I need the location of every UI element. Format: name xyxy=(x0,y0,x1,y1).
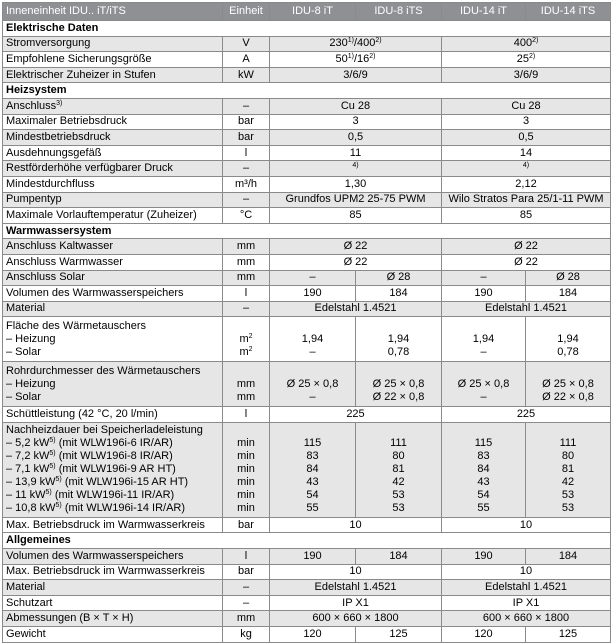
cell-idu-8-it: 190 xyxy=(270,286,356,302)
label-text: – 11 $kW^{5)}$ (mit WLW196i-11 IR/AR) xyxy=(6,489,175,502)
row-unit: bar xyxy=(223,517,270,533)
row-value-idu8: IP X1 xyxy=(270,595,442,611)
value-part: /400 xyxy=(353,37,376,50)
row-value-idu14: 225 xyxy=(442,407,611,423)
row-label: Maximale Vorlauftemperatur (Zuheizer) xyxy=(3,208,223,224)
section-row-electrical xyxy=(3,21,611,37)
table-row xyxy=(3,36,611,52)
row-value-idu8: Edelstahl 1.4521 xyxy=(270,580,442,596)
row-value-idu14: Cu 28 xyxy=(442,98,611,114)
label-text: – Solar xyxy=(6,345,41,358)
label-text: – 5,2 $kW^{5)}$ (mit WLW196i-6 IR/AR) xyxy=(6,437,173,450)
cell-idu-14-its: 184 xyxy=(526,549,611,565)
section-title-heating: Heizsystem xyxy=(3,83,611,99)
row-label: Volumen des Warmwasserspeichers xyxy=(3,549,223,565)
label-text: Rohrdurchmesser des Wärmetauschers xyxy=(6,364,201,377)
row-label: Mindestbetriebsdruck xyxy=(3,130,223,146)
row-unit: A xyxy=(223,52,270,68)
technical-data-table xyxy=(2,2,611,643)
section-title-hot-water: Warmwassersystem xyxy=(3,223,611,239)
label-text: – Heizung xyxy=(6,377,56,390)
cell-idu-14-it: Ø 25 × 0,8 – xyxy=(442,362,526,407)
label-text: – Solar xyxy=(6,390,41,403)
value-part: 25 xyxy=(516,52,529,65)
row-value-idu14: Ø 22 xyxy=(442,254,611,270)
cell-idu-14-it: 120 xyxy=(442,627,526,643)
row-value-idu14 xyxy=(442,36,611,52)
row-unit xyxy=(223,362,270,407)
cell-idu-8-it: Ø 25 × 0,8 – xyxy=(270,362,356,407)
cell-idu-8-its: 125 xyxy=(356,627,442,643)
value-part: /16 xyxy=(353,52,370,65)
cell-idu-8-its: Ø 25 × 0,8 Ø 22 × 0,8 xyxy=(356,362,442,407)
row-label: Max. Betriebsdruck im Warmwasserkreis xyxy=(3,517,223,533)
row-value-idu8 xyxy=(270,36,442,52)
row-unit xyxy=(223,317,270,362)
unit-text: mm xyxy=(236,390,256,403)
row-label: Material xyxy=(3,580,223,596)
row-label xyxy=(3,362,223,407)
row-unit: V xyxy=(223,36,270,52)
table-row-multiline xyxy=(3,362,611,407)
row-unit: l xyxy=(223,549,270,565)
row-value-idu8: 3 xyxy=(270,114,442,130)
table-row xyxy=(3,52,611,68)
cell-idu-14-it: 1,94 – xyxy=(442,317,526,362)
header-unit: Einheit xyxy=(223,3,270,21)
cell-idu-14-it: 190 xyxy=(442,549,526,565)
header-idu-8-its: IDU-8 iTS xyxy=(356,3,442,21)
row-unit: – xyxy=(223,98,270,114)
row-value-idu14 xyxy=(442,161,611,177)
cell-idu-14-its: Ø 28 xyxy=(526,270,611,286)
row-value-idu8 xyxy=(270,52,442,68)
table-row xyxy=(3,549,611,565)
unit-sup: 2 xyxy=(248,332,253,340)
row-value-idu8: 600 × 660 × 1800 xyxy=(270,611,442,627)
row-unit: – xyxy=(223,192,270,208)
row-value-idu8: 1,30 xyxy=(270,176,442,192)
row-value-idu8 xyxy=(270,161,442,177)
table-row xyxy=(3,286,611,302)
row-value-idu14: 3/6/9 xyxy=(442,67,611,83)
footnote-ref: 1) xyxy=(347,37,354,45)
cell-idu-8-its: 184 xyxy=(356,549,442,565)
row-value-idu8: 11 xyxy=(270,145,442,161)
table-row xyxy=(3,301,611,317)
unit-text: m xyxy=(239,345,249,358)
footnote-ref: 2) xyxy=(375,37,382,45)
row-label: Mindestdurchfluss xyxy=(3,176,223,192)
table-row xyxy=(3,114,611,130)
cell-idu-14-it: 190 xyxy=(442,286,526,302)
table-row xyxy=(3,407,611,423)
label-text: – 10,8 $kW^{5)}$ (mit WLW196i-14 IR/AR) xyxy=(6,502,186,515)
row-label: Anschluss Solar xyxy=(3,270,223,286)
row-label: Stromversorgung xyxy=(3,36,223,52)
header-idu-8-it: IDU-8 iT xyxy=(270,3,356,21)
row-label: Empfohlene Sicherungsgröße xyxy=(3,52,223,68)
row-unit: mm xyxy=(223,239,270,255)
footnote-ref: 2) xyxy=(532,37,539,45)
row-label xyxy=(3,317,223,362)
cell-idu-14-it: – xyxy=(442,270,526,286)
table-row xyxy=(3,145,611,161)
row-unit: l xyxy=(223,145,270,161)
cell-idu-14-it: 115 83 84 43 54 55 xyxy=(442,422,526,517)
cell-idu-14-its: 1,94 0,78 xyxy=(526,317,611,362)
row-label: Schüttleistung (42 °C, 20 l/min) xyxy=(3,407,223,423)
row-value-idu8: 10 xyxy=(270,564,442,580)
label-text: Nachheizdauer bei Speicherladeleistung xyxy=(6,424,203,437)
cell-idu-8-its: 184 xyxy=(356,286,442,302)
table-row xyxy=(3,254,611,270)
section-title-general: Allgemeines xyxy=(3,533,611,549)
row-label: Pumpentyp xyxy=(3,192,223,208)
row-value-idu8: 3/6/9 xyxy=(270,67,442,83)
row-unit: – xyxy=(223,595,270,611)
table-row xyxy=(3,67,611,83)
row-unit: l xyxy=(223,407,270,423)
row-value-idu8: 85 xyxy=(270,208,442,224)
row-label xyxy=(3,98,223,114)
cell-idu-14-its: 125 xyxy=(526,627,611,643)
row-value-idu8: Ø 22 xyxy=(270,239,442,255)
table-header-row xyxy=(3,3,611,21)
cell-idu-8-its: Ø 28 xyxy=(356,270,442,286)
row-unit: min min min min min min xyxy=(223,422,270,517)
row-value-idu8: 0,5 xyxy=(270,130,442,146)
value-part: 230 xyxy=(329,37,348,50)
row-value-idu14: 2,12 xyxy=(442,176,611,192)
section-row-heating xyxy=(3,83,611,99)
row-value-idu14: 85 xyxy=(442,208,611,224)
row-unit: – xyxy=(223,161,270,177)
cell-idu-8-it: 190 xyxy=(270,549,356,565)
row-label: Elektrischer Zuheizer in Stufen xyxy=(3,67,223,83)
row-unit: l xyxy=(223,286,270,302)
row-value-idu8: 10 xyxy=(270,517,442,533)
row-label: Volumen des Warmwasserspeichers xyxy=(3,286,223,302)
row-value-idu8: Ø 22 xyxy=(270,254,442,270)
label-text: – 7,1 $kW^{5)}$ (mit WLW196i-9 AR HT) xyxy=(6,463,176,476)
header-idu-14-its: IDU-14 iTS xyxy=(526,3,611,21)
row-value-idu14: 10 xyxy=(442,564,611,580)
row-value-idu14: 10 xyxy=(442,517,611,533)
row-value-idu8: Edelstahl 1.4521 xyxy=(270,301,442,317)
row-label: Material xyxy=(3,301,223,317)
cell-idu-8-it: – xyxy=(270,270,356,286)
row-value-idu14: 3 xyxy=(442,114,611,130)
row-value-idu14: Ø 22 xyxy=(442,239,611,255)
cell-idu-8-it: 1,94 – xyxy=(270,317,356,362)
row-label: Maximaler Betriebsdruck xyxy=(3,114,223,130)
table-row xyxy=(3,239,611,255)
label-text: Fläche des Wärmetauschers xyxy=(6,319,146,332)
row-label xyxy=(3,422,223,517)
cell-idu-8-its: 111 80 81 42 53 53 xyxy=(356,422,442,517)
footnote-ref: 2) xyxy=(369,52,376,60)
table-row xyxy=(3,98,611,114)
section-row-general xyxy=(3,533,611,549)
row-value-idu14 xyxy=(442,52,611,68)
row-label: Ausdehnungsgefäß xyxy=(3,145,223,161)
row-unit: kW xyxy=(223,67,270,83)
header-idu-14-it: IDU-14 iT xyxy=(442,3,526,21)
spec-table-container xyxy=(2,2,610,643)
table-row xyxy=(3,176,611,192)
row-unit: mm xyxy=(223,270,270,286)
row-value-idu8: Cu 28 xyxy=(270,98,442,114)
footnote-ref: 3) xyxy=(56,99,63,107)
header-component: Inneneinheit IDU.. iT/iTS xyxy=(3,3,223,21)
row-value-idu14: IP X1 xyxy=(442,595,611,611)
cell-idu-14-its: Ø 25 × 0,8 Ø 22 × 0,8 xyxy=(526,362,611,407)
table-row xyxy=(3,192,611,208)
row-value-idu8: Grundfos UPM2 25-75 PWM xyxy=(270,192,442,208)
cell-idu-8-it: 120 xyxy=(270,627,356,643)
cell-idu-8-its: 1,94 0,78 xyxy=(356,317,442,362)
section-row-hot-water xyxy=(3,223,611,239)
unit-text: m xyxy=(239,332,249,345)
row-unit: – xyxy=(223,580,270,596)
row-label: Anschluss Kaltwasser xyxy=(3,239,223,255)
label-text: – Heizung xyxy=(6,332,56,345)
row-value-idu14: 600 × 660 × 1800 xyxy=(442,611,611,627)
unit-text: mm xyxy=(236,377,256,390)
table-row xyxy=(3,627,611,643)
unit-sup: 2 xyxy=(248,345,253,353)
cell-idu-14-its: 111 80 81 42 53 53 xyxy=(526,422,611,517)
row-value-idu8: 225 xyxy=(270,407,442,423)
label-text: – 7,2 $kW^{5)}$ (mit WLW196i-8 IR/AR) xyxy=(6,450,173,463)
label-text: Anschluss xyxy=(6,99,57,112)
table-row xyxy=(3,611,611,627)
row-unit: – xyxy=(223,301,270,317)
row-unit: kg xyxy=(223,627,270,643)
row-unit: m³/h xyxy=(223,176,270,192)
cell-idu-8-it: 115 83 84 43 54 55 xyxy=(270,422,356,517)
row-label: Anschluss Warmwasser xyxy=(3,254,223,270)
table-row xyxy=(3,564,611,580)
table-row xyxy=(3,161,611,177)
row-unit: bar xyxy=(223,114,270,130)
row-unit: mm xyxy=(223,611,270,627)
table-row xyxy=(3,580,611,596)
table-row xyxy=(3,517,611,533)
row-unit: bar xyxy=(223,130,270,146)
section-title-electrical: Elektrische Daten xyxy=(3,21,611,37)
row-label: Gewicht xyxy=(3,627,223,643)
row-value-idu14: Edelstahl 1.4521 xyxy=(442,301,611,317)
row-value-idu14: 14 xyxy=(442,145,611,161)
table-row-multiline xyxy=(3,422,611,517)
label-text: – 13,9 $kW^{5)}$ (mit WLW196i-15 AR HT) xyxy=(6,476,189,489)
value-part: 50 xyxy=(335,52,348,65)
row-label: Schutzart xyxy=(3,595,223,611)
table-row xyxy=(3,130,611,146)
cell-idu-14-its: 184 xyxy=(526,286,611,302)
footnote-ref: 2) xyxy=(529,52,536,60)
table-row-multiline xyxy=(3,317,611,362)
table-row xyxy=(3,270,611,286)
row-unit: mm xyxy=(223,254,270,270)
row-label: Restförderhöhe verfügbarer Druck xyxy=(3,161,223,177)
row-value-idu14: Edelstahl 1.4521 xyxy=(442,580,611,596)
row-value-idu14: 0,5 xyxy=(442,130,611,146)
row-unit: °C xyxy=(223,208,270,224)
footnote-ref: 1) xyxy=(347,52,354,60)
row-value-idu14: Wilo Stratos Para 25/1-11 PWM xyxy=(442,192,611,208)
table-row xyxy=(3,208,611,224)
row-label: Max. Betriebsdruck im Warmwasserkreis xyxy=(3,564,223,580)
value-part: 400 xyxy=(513,37,533,50)
footnote-ref: 4) xyxy=(522,162,530,170)
table-row xyxy=(3,595,611,611)
footnote-ref: 4) xyxy=(352,162,359,170)
row-unit: bar xyxy=(223,564,270,580)
row-label: Abmessungen (B × T × H) xyxy=(3,611,223,627)
